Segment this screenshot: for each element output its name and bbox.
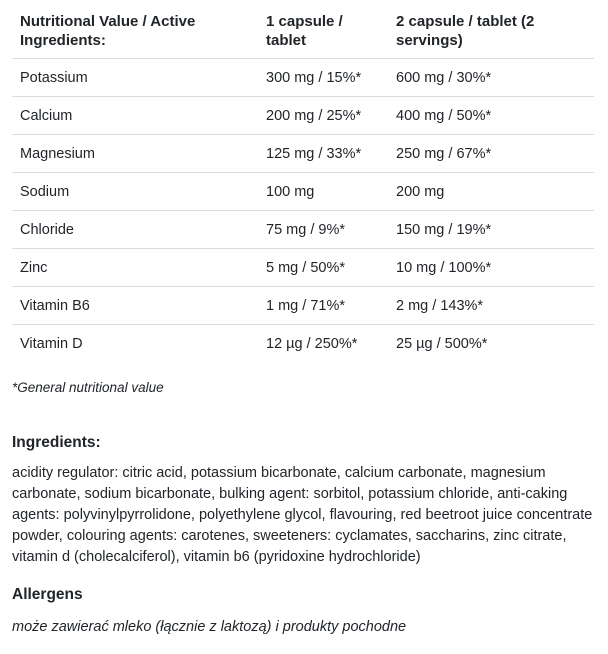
value-1-capsule: 12 µg / 250%* <box>266 335 358 352</box>
value-2-capsule: 10 mg / 100%* <box>388 249 594 287</box>
value-2-capsule: 2 mg / 143%* <box>388 287 594 325</box>
table-row <box>12 135 594 173</box>
value-2-capsule: 25 µg / 500%* <box>396 335 488 352</box>
nutrient-name: Vitamin D <box>20 335 83 352</box>
col-header-active-ingredients: Nutritional Value / Active Ingredients: <box>12 4 258 59</box>
nutrition-table <box>12 4 594 362</box>
table-row <box>12 173 594 211</box>
col-header-1-capsule <box>258 4 388 59</box>
value-1-capsule: 125 mg / 33%* <box>258 135 388 173</box>
nutrient-name: Zinc <box>12 249 258 287</box>
nutrition-header-row <box>12 4 594 59</box>
ingredients-text: acidity regulator: citric acid, potassium bicarbonate, calcium carbonate, magnesium carbonate, sodium bicarbonate, bulking agent: sorbitol, potassium chloride, anti-caking agents: polyvinylpyrrolidone, polyethylene glycol, flavouring, red beetroot juice concentrate powder, colouring agents: carotenes, sweeteners: cyclamates, saccharins, zinc citrate, vitamin d (cholecalciferol), vitamin b6 (pyridoxine hydrochloride) <box>12 465 593 565</box>
value-1-capsule: 1 mg / 71%* <box>258 287 388 325</box>
nutrient-name: Potassium <box>12 59 258 97</box>
ingredients-heading: Ingredients: <box>12 434 101 451</box>
nutrient-name: Calcium <box>12 97 258 135</box>
table-row <box>12 325 594 363</box>
nutrient-name: Magnesium <box>12 135 258 173</box>
value-2-capsule: 600 mg / 30%* <box>388 59 594 97</box>
table-row <box>12 97 594 135</box>
nutrient-name: Chloride <box>12 211 258 249</box>
value-2-capsule: 200 mg <box>388 173 594 211</box>
general-nutritional-value-footnote: *General nutritional value <box>12 380 164 395</box>
table-row <box>12 249 594 287</box>
value-1-capsule: 5 mg / 50%* <box>258 249 388 287</box>
value-1-capsule: 300 mg / 15%* <box>258 59 388 97</box>
col-header-2-capsule <box>388 4 594 59</box>
col-header-1-capsule-label: 1 capsule / tablet <box>266 13 343 49</box>
value-1-capsule: 200 mg / 25%* <box>258 97 388 135</box>
table-row <box>12 59 594 97</box>
value-1-capsule: 75 mg / 9%* <box>258 211 388 249</box>
nutrient-name: Sodium <box>12 173 258 211</box>
value-2-capsule: 250 mg / 67%* <box>388 135 594 173</box>
table-row <box>12 287 594 325</box>
table-row <box>12 211 594 249</box>
allergens-heading: Allergens <box>12 586 83 603</box>
value-2-capsule: 400 mg / 50%* <box>388 97 594 135</box>
nutrient-name: Vitamin B6 <box>12 287 258 325</box>
value-2-capsule: 150 mg / 19%* <box>388 211 594 249</box>
value-1-capsule: 100 mg <box>258 173 388 211</box>
allergens-text: może zawierać mleko (łącznie z laktozą) i produkty pochodne <box>12 619 407 635</box>
col-header-2-capsule-label: 2 capsule / tablet (2 servings) <box>396 13 535 49</box>
